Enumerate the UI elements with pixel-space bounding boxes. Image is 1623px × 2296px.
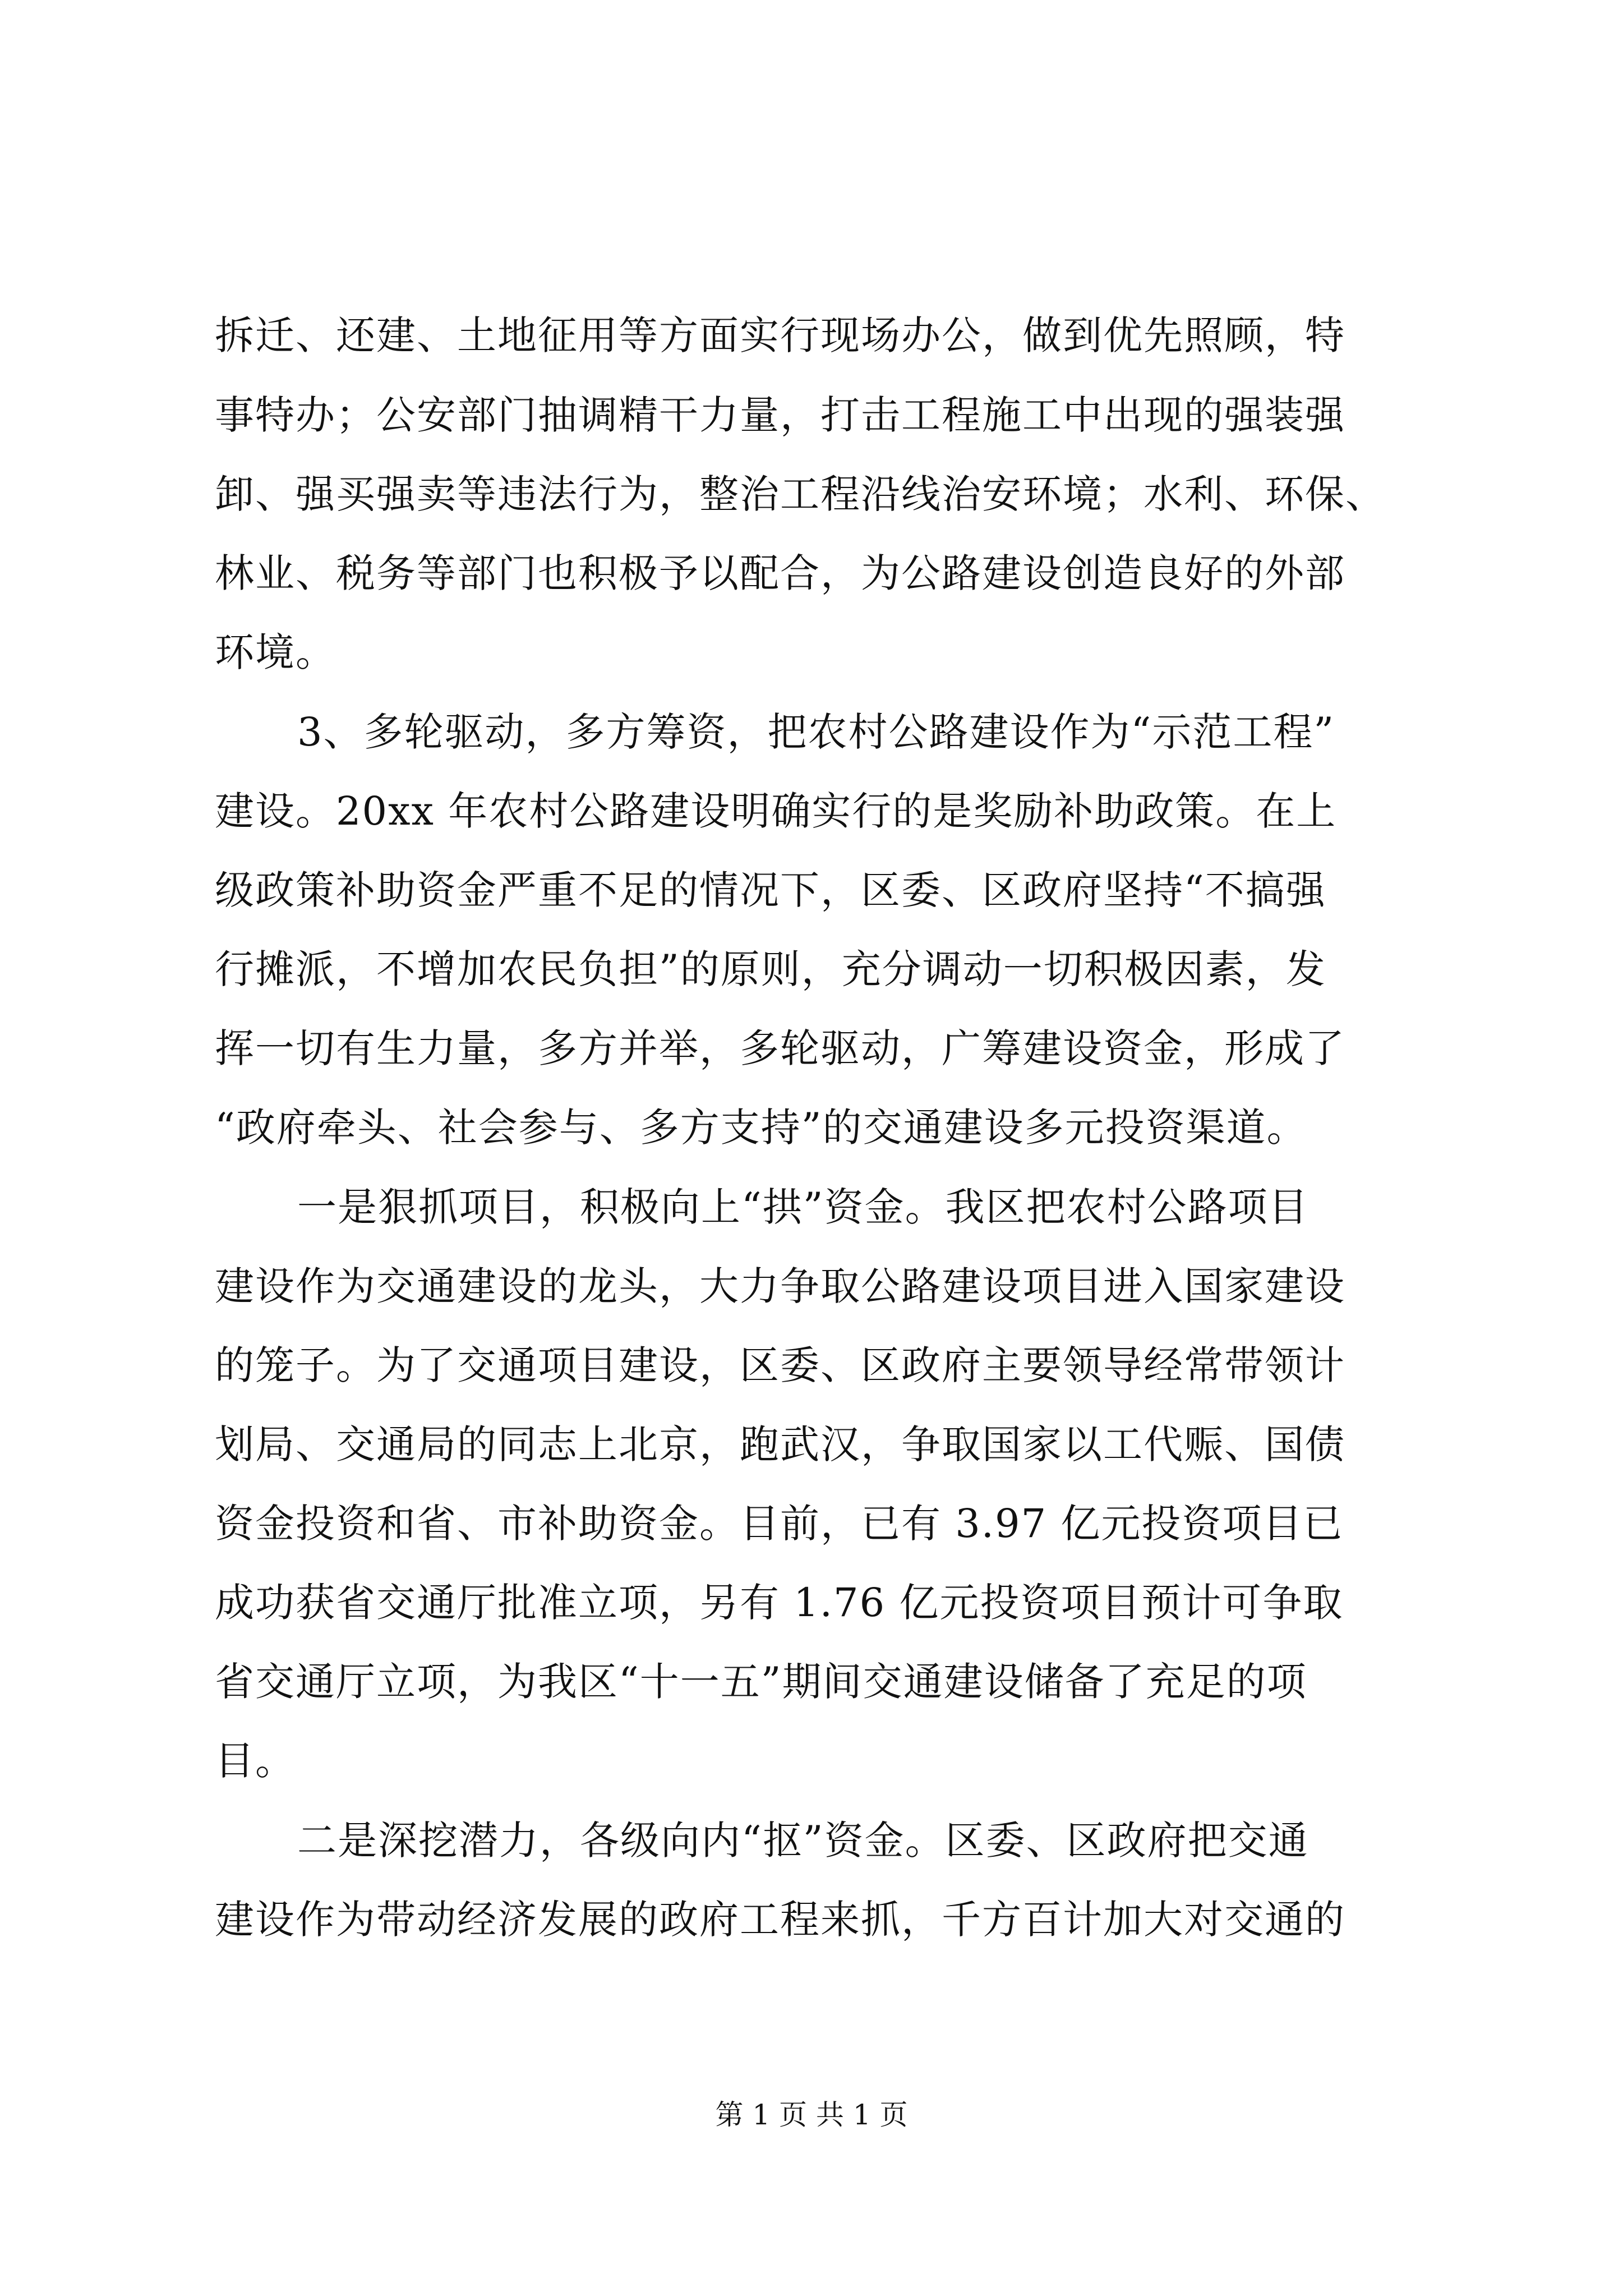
body-line: 目。 xyxy=(215,1738,296,1784)
body-line: 建设作为带动经济发展的政府工程来抓，千方百计加大对交通的 xyxy=(215,1897,1345,1943)
body-line: 事特办；公安部门抽调精干力量，打击工程施工中出现的强装强 xyxy=(215,392,1345,438)
body-line: 成功获省交通厅批准立项，另有 1.76 亿元投资项目预计可争取 xyxy=(215,1580,1344,1626)
body-line: 建设。20xx 年农村公路建设明确实行的是奖励补助政策。在上 xyxy=(215,788,1337,834)
body-line: 行摊派，不增加农民负担”的原则，充分调动一切积极因素，发 xyxy=(215,946,1326,992)
body-line: 拆迁、还建、土地征用等方面实行现场办公，做到优先照顾，特 xyxy=(215,312,1345,358)
body-line: 资金投资和省、市补助资金。目前，已有 3.97 亿元投资项目已 xyxy=(215,1501,1344,1547)
page-number-footer: 第 1 页 共 1 页 xyxy=(715,2099,908,2131)
paragraph-start-line: 二是深挖潜力，各级向内“抠”资金。区委、区政府把交通 xyxy=(297,1818,1309,1864)
body-line: 的笼子。为了交通项目建设，区委、区政府主要领导经常带领计 xyxy=(215,1342,1345,1388)
body-line: 划局、交通局的同志上北京，跑武汉，争取国家以工代赈、国债 xyxy=(215,1421,1345,1467)
body-line: 林业、税务等部门也积极予以配合，为公路建设创造良好的外部 xyxy=(215,550,1345,596)
body-line: 级政策补助资金严重不足的情况下，区委、区政府坚持“不搞强 xyxy=(215,867,1326,913)
section-heading-line: 3、多轮驱动，多方筹资，把农村公路建设作为“示范工程” xyxy=(297,709,1335,755)
body-line: 挥一切有生力量，多方并举，多轮驱动，广筹建设资金，形成了 xyxy=(215,1025,1345,1071)
body-line: 卸、强买强卖等违法行为，整治工程沿线治安环境；水利、环保、 xyxy=(215,471,1386,517)
body-line: “政府牵头、社会参与、多方支持”的交通建设多元投资渠道。 xyxy=(215,1105,1307,1151)
paragraph-start-line: 一是狠抓项目，积极向上“拱”资金。我区把农村公路项目 xyxy=(297,1184,1309,1230)
body-line: 建设作为交通建设的龙头，大力争取公路建设项目进入国家建设 xyxy=(215,1263,1345,1309)
body-line: 省交通厅立项，为我区“十一五”期间交通建设储备了充足的项 xyxy=(215,1659,1307,1705)
body-line: 环境。 xyxy=(215,629,336,675)
